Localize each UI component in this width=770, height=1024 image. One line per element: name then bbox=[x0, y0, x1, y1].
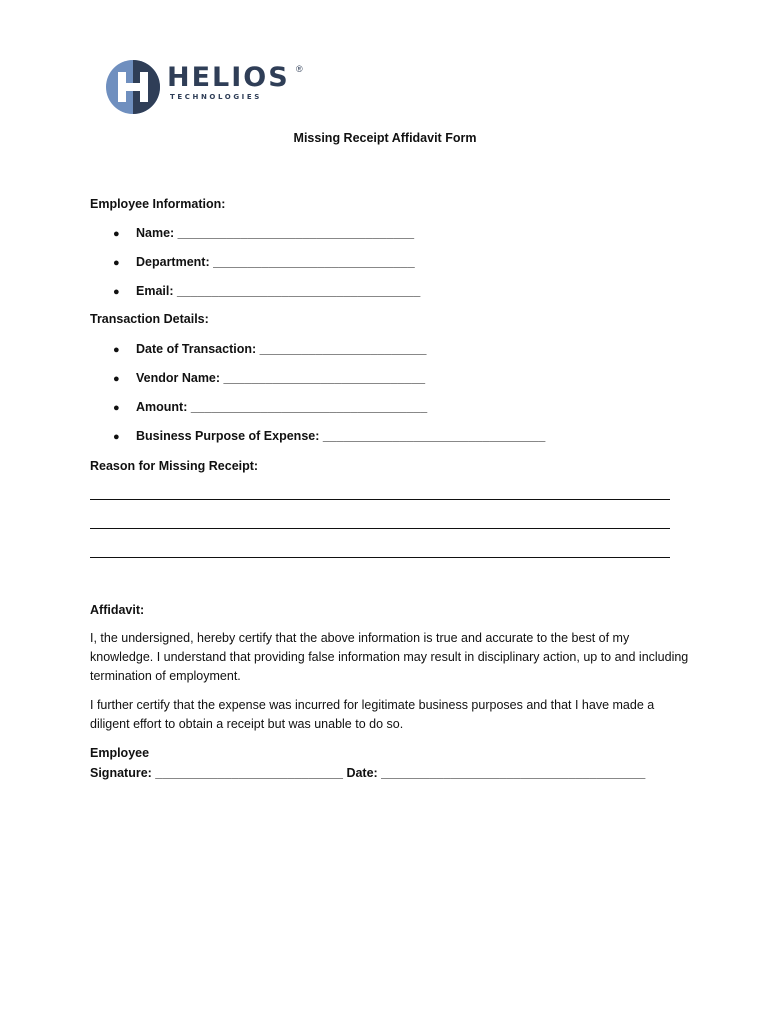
employee-info-heading: Employee Information: bbox=[90, 197, 226, 211]
logo-registered-mark: ® bbox=[296, 64, 303, 74]
transaction-date-field[interactable] bbox=[113, 341, 426, 358]
vendor-name-label: Vendor Name: _____________________________ bbox=[136, 371, 426, 385]
department-field[interactable] bbox=[113, 254, 415, 271]
bullet-icon: ● bbox=[113, 431, 120, 443]
vendor-name-field[interactable] bbox=[113, 370, 425, 387]
reason-heading: Reason for Missing Receipt: bbox=[90, 459, 259, 473]
business-purpose-label: Business Purpose of Expense: ________________________________ bbox=[136, 429, 546, 443]
reason-line-3[interactable] bbox=[90, 557, 670, 558]
signature-date-field[interactable]: Signature: ___________________________ Date: ______________________________________ bbox=[90, 766, 646, 780]
affidavit-paragraph-1: I, the undersigned, hereby certify that the above information is true and accurate to the best of my knowledge. I understand that providing false information may result in disciplinary action, up to and including termination of employment. bbox=[90, 631, 689, 683]
amount-field[interactable] bbox=[113, 399, 427, 416]
name-field[interactable] bbox=[113, 225, 414, 242]
helios-logo-mark-icon bbox=[104, 58, 162, 116]
form-title: Missing Receipt Affidavit Form bbox=[293, 131, 477, 145]
reason-line-2[interactable] bbox=[90, 528, 670, 529]
signature-employee-label: Employee bbox=[90, 746, 150, 760]
bullet-icon: ● bbox=[113, 286, 120, 298]
business-purpose-field[interactable] bbox=[113, 428, 545, 445]
department-field-label: Department: _____________________________ bbox=[136, 255, 415, 269]
bullet-icon: ● bbox=[113, 257, 120, 269]
bullet-icon: ● bbox=[113, 373, 120, 385]
bullet-icon: ● bbox=[113, 344, 120, 356]
logo-name: HELIOS bbox=[167, 62, 290, 93]
transaction-date-label: Date of Transaction: ________________________ bbox=[136, 342, 427, 356]
transaction-details-heading: Transaction Details: bbox=[90, 312, 209, 326]
bullet-icon: ● bbox=[113, 402, 120, 414]
company-logo bbox=[104, 58, 314, 116]
amount-label: Amount: __________________________________ bbox=[136, 400, 428, 414]
logo-tagline: TECHNOLOGIES bbox=[170, 93, 262, 101]
affidavit-paragraph-2: I further certify that the expense was incurred for legitimate business purposes and that I have made a diligent effort to obtain a receipt but was unable to do so. bbox=[90, 698, 655, 731]
email-field-label: Email: ___________________________________ bbox=[136, 284, 421, 298]
affidavit-heading: Affidavit: bbox=[90, 603, 145, 617]
reason-line-1[interactable] bbox=[90, 499, 670, 500]
email-field[interactable] bbox=[113, 283, 420, 300]
bullet-icon: ● bbox=[113, 228, 120, 240]
name-field-label: Name: __________________________________ bbox=[136, 226, 415, 240]
